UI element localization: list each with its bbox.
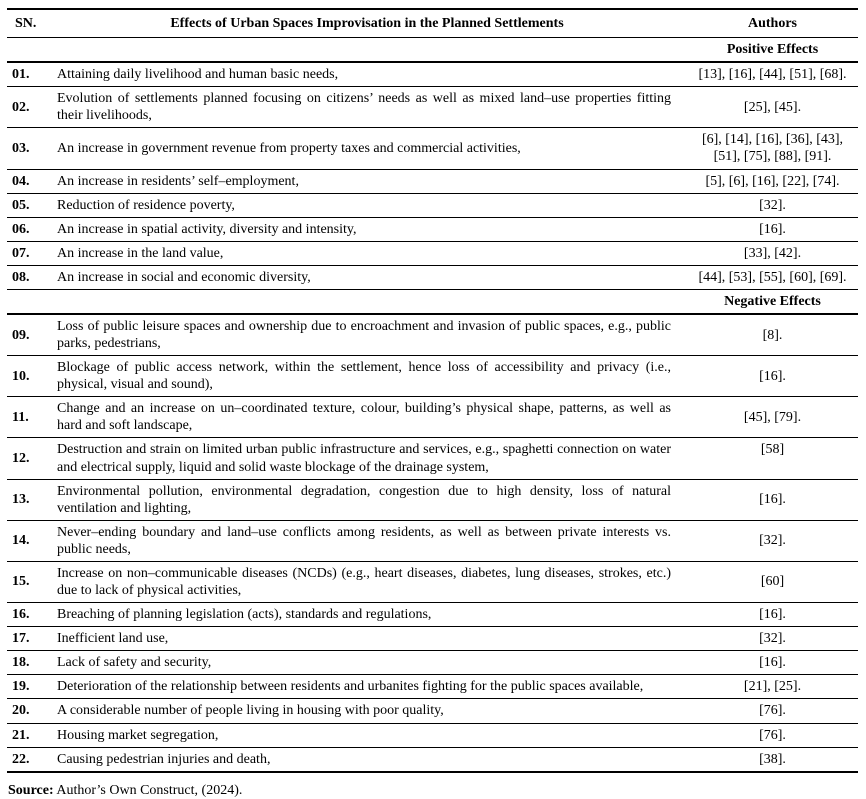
table-row — [7, 723, 858, 747]
row-effect: Environmental pollution, environmental degradation, congestion due to high density, loss of natural ventilation and lighting, — [47, 479, 687, 520]
row-sn: 18. — [7, 651, 47, 675]
table-row — [7, 651, 858, 675]
table-row — [7, 479, 858, 520]
table-row — [7, 520, 858, 561]
row-effect: An increase in the land value, — [47, 241, 687, 265]
row-authors: [76]. — [687, 699, 858, 723]
row-sn: 13. — [7, 479, 47, 520]
table-row — [7, 627, 858, 651]
row-effect: Reduction of residence poverty, — [47, 193, 687, 217]
row-sn: 21. — [7, 723, 47, 747]
row-sn: 11. — [7, 397, 47, 438]
row-authors: [32]. — [687, 627, 858, 651]
table-row — [7, 699, 858, 723]
section-sn-spacer — [7, 289, 47, 314]
row-sn: 03. — [7, 128, 47, 169]
row-effect: An increase in residents’ self–employment, — [47, 169, 687, 193]
section-sn-spacer — [7, 38, 47, 63]
row-effect: Lack of safety and security, — [47, 651, 687, 675]
row-authors: [13], [16], [44], [51], [68]. — [687, 62, 858, 87]
row-effect: Attaining daily livelihood and human basic needs, — [47, 62, 687, 87]
row-effect: An increase in social and economic diversity, — [47, 265, 687, 289]
row-effect: Destruction and strain on limited urban public infrastructure and services, e.g., spaghetti connection on water and electrical supply, liquid and solid waste blockage of the drainage system, — [47, 438, 687, 479]
row-sn: 17. — [7, 627, 47, 651]
table-row — [7, 438, 858, 479]
row-sn: 10. — [7, 356, 47, 397]
row-authors: [76]. — [687, 723, 858, 747]
table-row — [7, 356, 858, 397]
row-effect: Housing market segregation, — [47, 723, 687, 747]
table-row — [7, 747, 858, 772]
section-label: Negative Effects — [687, 289, 858, 314]
row-sn: 02. — [7, 87, 47, 128]
table-row — [7, 62, 858, 87]
table-row — [7, 241, 858, 265]
row-sn: 01. — [7, 62, 47, 87]
row-authors: [44], [53], [55], [60], [69]. — [687, 265, 858, 289]
table-row — [7, 561, 858, 602]
row-authors: [16]. — [687, 217, 858, 241]
section-effect-spacer — [47, 289, 687, 314]
table-row — [7, 87, 858, 128]
table-row — [7, 603, 858, 627]
source-note — [7, 782, 858, 799]
section-header-row — [7, 38, 858, 63]
table-row — [7, 314, 858, 356]
row-effect: An increase in government revenue from property taxes and commercial activities, — [47, 128, 687, 169]
row-sn: 12. — [7, 438, 47, 479]
row-effect: Causing pedestrian injuries and death, — [47, 747, 687, 772]
table-row — [7, 169, 858, 193]
row-authors: [16]. — [687, 356, 858, 397]
row-effect: Blockage of public access network, within the settlement, hence loss of accessibility and privacy (i.e., physical, visual and sound), — [47, 356, 687, 397]
row-authors: [8]. — [687, 314, 858, 356]
table-row — [7, 675, 858, 699]
row-effect: Deterioration of the relationship between residents and urbanites fighting for the public spaces available, — [47, 675, 687, 699]
row-authors: [60] — [687, 561, 858, 602]
row-sn: 19. — [7, 675, 47, 699]
table-row — [7, 265, 858, 289]
row-sn: 04. — [7, 169, 47, 193]
section-effect-spacer — [47, 38, 687, 63]
col-header-title: Effects of Urban Spaces Improvisation in the Planned Settlements — [47, 9, 687, 38]
table-row — [7, 193, 858, 217]
row-effect: Breaching of planning legislation (acts), standards and regulations, — [47, 603, 687, 627]
row-sn: 14. — [7, 520, 47, 561]
row-sn: 05. — [7, 193, 47, 217]
row-effect: Never–ending boundary and land–use conflicts among residents, as well as between private interests vs. public needs, — [47, 520, 687, 561]
row-sn: 15. — [7, 561, 47, 602]
table-row — [7, 397, 858, 438]
row-authors: [21], [25]. — [687, 675, 858, 699]
row-authors: [16]. — [687, 479, 858, 520]
row-authors: [25], [45]. — [687, 87, 858, 128]
row-effect: Loss of public leisure spaces and ownership due to encroachment and invasion of public spaces, e.g., public parks, pedestrians, — [47, 314, 687, 356]
row-authors: [33], [42]. — [687, 241, 858, 265]
row-sn: 06. — [7, 217, 47, 241]
row-authors: [58] — [687, 438, 858, 479]
col-header-authors: Authors — [687, 9, 858, 38]
row-authors: [5], [6], [16], [22], [74]. — [687, 169, 858, 193]
table-row — [7, 217, 858, 241]
row-effect: An increase in spatial activity, diversity and intensity, — [47, 217, 687, 241]
row-effect: Increase on non–communicable diseases (NCDs) (e.g., heart diseases, diabetes, lung diseases, strokes, etc.) due to lack of physical activities, — [47, 561, 687, 602]
row-authors: [16]. — [687, 603, 858, 627]
row-sn: 09. — [7, 314, 47, 356]
row-authors: [45], [79]. — [687, 397, 858, 438]
section-header-row — [7, 289, 858, 314]
table-body — [7, 38, 858, 772]
row-authors: [38]. — [687, 747, 858, 772]
row-effect: Evolution of settlements planned focusing on citizens’ needs as well as mixed land–use properties fitting their livelihoods, — [47, 87, 687, 128]
section-label: Positive Effects — [687, 38, 858, 63]
row-authors: [16]. — [687, 651, 858, 675]
table-row — [7, 128, 858, 169]
row-effect: Change and an increase on un–coordinated texture, colour, building’s physical shape, patterns, as well as hard and soft landscape, — [47, 397, 687, 438]
row-sn: 22. — [7, 747, 47, 772]
effects-table — [7, 8, 858, 773]
row-sn: 08. — [7, 265, 47, 289]
row-effect: A considerable number of people living in housing with poor quality, — [47, 699, 687, 723]
table-header — [7, 9, 858, 38]
row-authors: [32]. — [687, 193, 858, 217]
row-effect: Inefficient land use, — [47, 627, 687, 651]
row-authors: [32]. — [687, 520, 858, 561]
row-authors: [6], [14], [16], [36], [43], [51], [75], [88], [91]. — [687, 128, 858, 169]
table-header-row — [7, 9, 858, 38]
source-label: Source: — [8, 782, 54, 798]
col-header-sn: SN. — [7, 9, 47, 38]
row-sn: 20. — [7, 699, 47, 723]
row-sn: 16. — [7, 603, 47, 627]
source-text: Author’s Own Construct, (2024). — [53, 782, 243, 798]
row-sn: 07. — [7, 241, 47, 265]
